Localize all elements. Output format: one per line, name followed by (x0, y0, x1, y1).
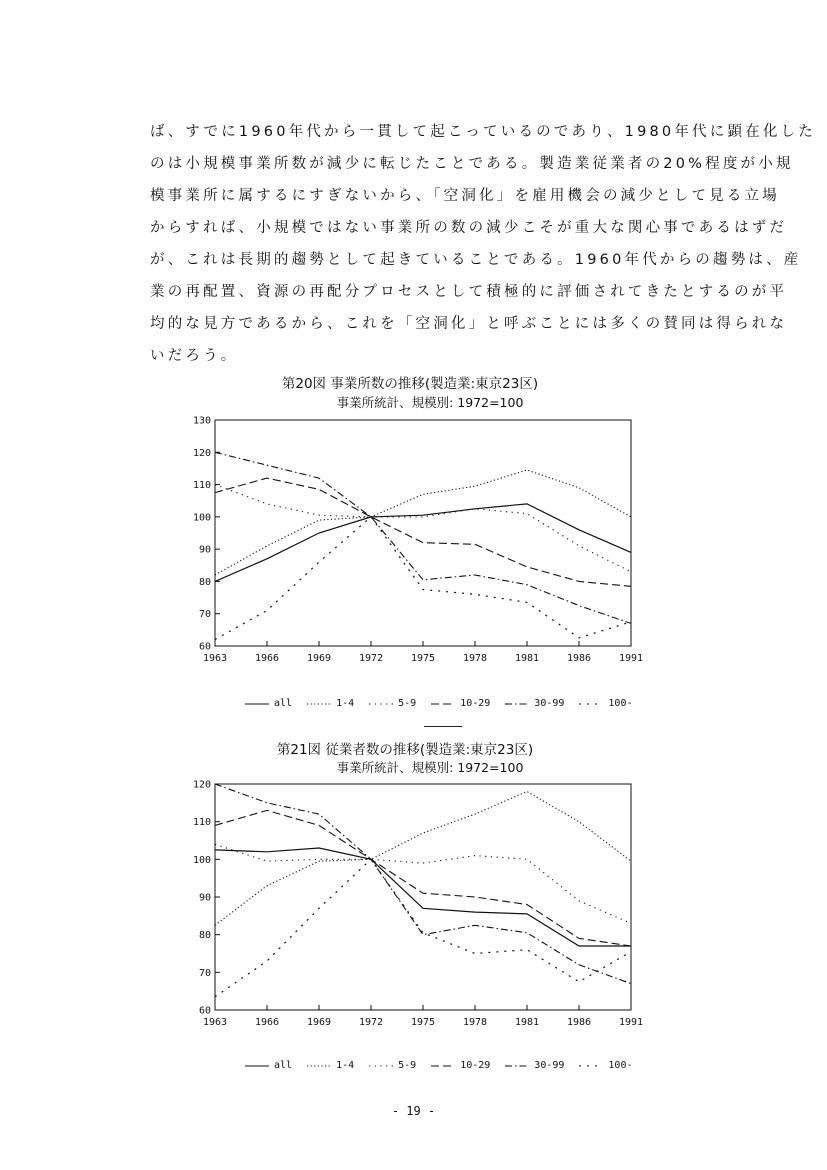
paragraph-line: ば、すでに1960年代から一貫して起こっているのであり、1980年代に顕在化した (150, 124, 816, 140)
legend-swatch (430, 700, 456, 708)
legend-swatch (504, 700, 530, 708)
legend-label: all (274, 1060, 293, 1071)
body-paragraph (150, 116, 816, 372)
legend-entry (578, 1060, 632, 1071)
x-tick-label: 1991 (618, 1017, 644, 1028)
separator-rule (424, 726, 462, 727)
figure-20-subtitle: 事業所統計、規模別: 1972=100 (336, 395, 524, 410)
legend-entry (504, 698, 564, 709)
x-tick-label: 1975 (410, 653, 436, 664)
legend-label: 100- (608, 1060, 633, 1071)
legend-label: 30-99 (534, 1060, 565, 1071)
x-tick-label: 1981 (514, 653, 540, 664)
paragraph-line: が、これは長期的趨勢として起きていることである。1960年代からの趨勢は、産 (150, 252, 802, 268)
series-line-30-99 (215, 452, 631, 623)
x-tick-label: 1966 (254, 1017, 280, 1028)
series-line-5-9 (215, 485, 631, 572)
legend-swatch (430, 1062, 456, 1070)
figure-20-title: 第20図 事業所数の推移(製造業:東京23区) (281, 376, 539, 392)
series-line-all (215, 504, 631, 582)
paragraph-line: いだろう。 (150, 348, 239, 364)
x-tick-label: 1972 (358, 1017, 384, 1028)
legend-entry (306, 1060, 354, 1071)
y-tick-label: 70 (198, 967, 211, 979)
legend-entry (430, 698, 490, 709)
legend-entry (244, 698, 292, 709)
paragraph-line: のは小規模事業所数が減少に転じたことである。製造業従業者の20%程度が小規 (150, 156, 794, 172)
series-line-10-29 (215, 810, 631, 946)
legend-swatch (368, 1062, 394, 1070)
legend-label: all (274, 698, 293, 709)
legend-label: 10-29 (460, 1060, 491, 1071)
x-tick-label: 1986 (566, 653, 592, 664)
x-tick-label: 1975 (410, 1017, 436, 1028)
paragraph-line: 模事業所に属するにすぎないから、「空洞化」を雇用機会の減少として見る立場 (150, 188, 780, 204)
y-tick-label: 110 (192, 480, 211, 492)
legend-swatch (368, 700, 394, 708)
legend-entry (244, 1060, 292, 1071)
legend-swatch (306, 1062, 332, 1070)
paragraph-line: 業の再配置、資源の再配分プロセスとして積極的に評価されてきたとするのが平 (150, 284, 788, 300)
x-tick-label: 1966 (254, 653, 280, 664)
legend-entry (504, 1060, 564, 1071)
y-tick-label: 130 (192, 415, 211, 427)
figure-21-subtitle: 事業所統計、規模別: 1972=100 (336, 760, 524, 775)
y-tick-label: 80 (198, 930, 211, 942)
y-tick-label: 70 (198, 609, 211, 621)
y-tick-label: 60 (198, 641, 211, 653)
x-tick-label: 1981 (514, 1017, 540, 1028)
y-tick-label: 100 (192, 854, 211, 866)
x-tick-label: 1963 (202, 1017, 228, 1028)
series-line-10-29 (215, 478, 631, 586)
x-tick-label: 1978 (462, 653, 488, 664)
x-tick-label: 1986 (566, 1017, 592, 1028)
legend-swatch (244, 700, 270, 708)
legend-swatch (578, 700, 604, 708)
legend-entry (306, 698, 354, 709)
legend-label: 1-4 (336, 1060, 355, 1071)
x-tick-label: 1978 (462, 1017, 488, 1028)
legend-entry (368, 698, 416, 709)
x-tick-label: 1969 (306, 1017, 332, 1028)
legend-swatch (578, 1062, 604, 1070)
figure-20-legend (244, 698, 633, 709)
series-line-5-9 (215, 844, 631, 923)
legend-label: 10-29 (460, 698, 491, 709)
y-tick-label: 110 (192, 817, 211, 829)
legend-swatch (306, 700, 332, 708)
legend-entry (578, 698, 632, 709)
x-tick-label: 1991 (618, 653, 644, 664)
figure-20-chart (180, 408, 660, 672)
plot-frame (215, 420, 631, 646)
legend-swatch (504, 1062, 530, 1070)
figure-21-legend (244, 1060, 633, 1071)
x-tick-label: 1969 (306, 653, 332, 664)
y-tick-label: 100 (192, 512, 211, 524)
series-line-1-4 (215, 470, 631, 575)
y-tick-label: 90 (198, 544, 211, 556)
series-line-1-4 (215, 792, 631, 926)
legend-label: 30-99 (534, 698, 565, 709)
paragraph-line: からすれば、小規模ではない事業所の数の減少こそが重大な関心事であるはずだ (150, 220, 788, 236)
figure-21-chart (180, 772, 660, 1034)
y-tick-label: 80 (198, 576, 211, 588)
page-number: - 19 - (391, 1104, 436, 1118)
paragraph-line: 均的な見方であるから、これを「空洞化」と呼ぶことには多くの賛同は得られな (150, 316, 788, 332)
legend-swatch (244, 1062, 270, 1070)
y-tick-label: 120 (192, 447, 211, 459)
y-tick-label: 120 (192, 779, 211, 791)
series-line-100- (215, 859, 631, 997)
figure-21-title: 第21図 従業者数の推移(製造業:東京23区) (276, 742, 534, 758)
x-tick-label: 1972 (358, 653, 384, 664)
legend-label: 5-9 (398, 1060, 417, 1071)
legend-label: 100- (608, 698, 633, 709)
legend-label: 1-4 (336, 698, 355, 709)
y-tick-label: 60 (198, 1005, 211, 1017)
y-tick-label: 90 (198, 892, 211, 904)
x-tick-label: 1963 (202, 653, 228, 664)
plot-frame (215, 784, 631, 1010)
legend-label: 5-9 (398, 698, 417, 709)
legend-entry (430, 1060, 490, 1071)
legend-entry (368, 1060, 416, 1071)
